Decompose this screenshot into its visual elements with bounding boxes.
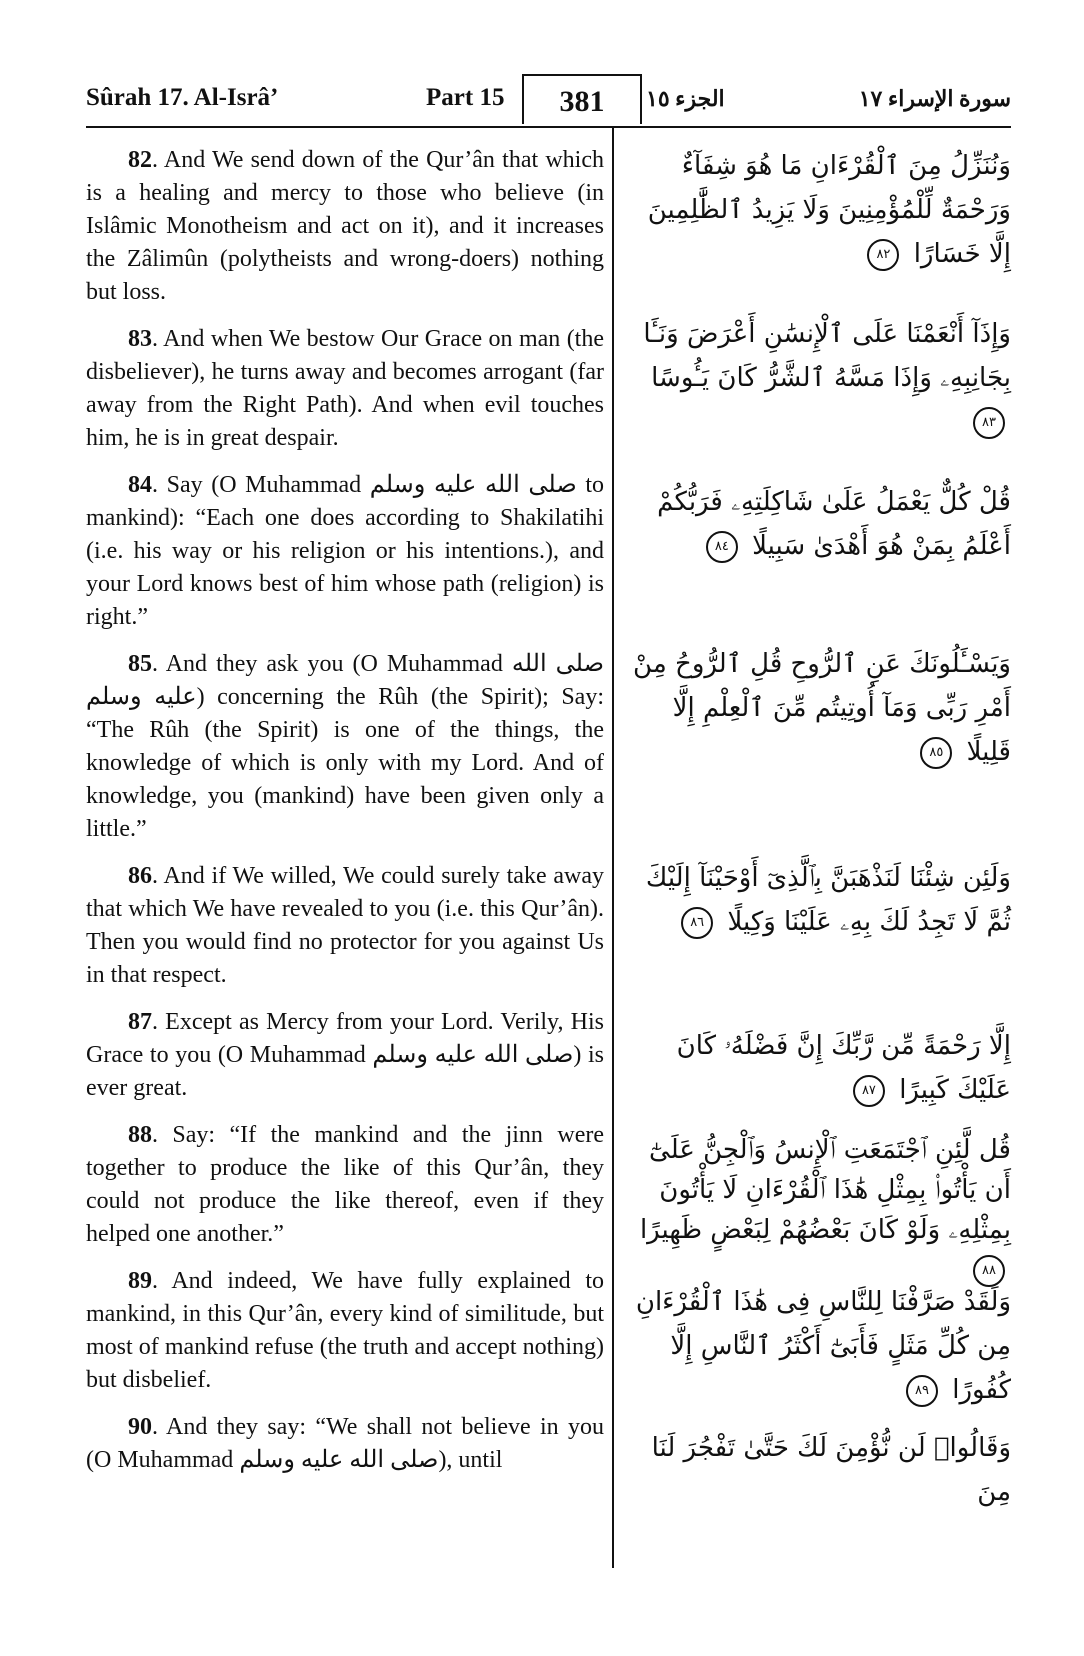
verse-end-marker-icon: ٨٦: [681, 907, 713, 939]
verse-end-marker-icon: ٨٧: [853, 1075, 885, 1107]
surah-title-en: Sûrah 17. Al-Isrâ’: [86, 84, 279, 111]
verse-end-marker-icon: ٨٣: [973, 407, 1005, 439]
arabic-text: وَيَسْـَٔلُونَكَ عَنِ ٱلرُّوحِ قُلِ ٱلرُّوحُ مِنْ أَمْرِ رَبِّى وَمَآ أُوتِيتُم مِّنَ ٱلْعِلْمِ إِلَّا قَلِيلًا: [633, 649, 1011, 767]
verse-number: 88: [128, 1122, 152, 1148]
arabic-verse-83: [626, 312, 1011, 444]
verse-end-marker-icon: ٨٤: [706, 531, 738, 563]
verse-text: . Except as Mercy from your Lord. Verily, His Grace to you (O Muhammad صلى الله عليه وسلم) is ever great.: [86, 1009, 604, 1101]
verse-text: . Say (O Muhammad صلى الله عليه وسلم to mankind): “Each one does according to Shakilatihi (i.e. his way or his religion or his intentions.), and your Lord knows best of him whose path (religion) is right.”: [86, 472, 604, 630]
verse-85: [86, 648, 604, 846]
arabic-text: إِلَّا رَحْمَةً مِّن رَّبِّكَ إِنَّ فَضْلَهُۥ كَانَ عَلَيْكَ كَبِيرًا: [676, 1031, 1011, 1105]
verse-number: 90: [128, 1414, 152, 1440]
verse-82: [86, 144, 604, 309]
verse-number: 89: [128, 1268, 152, 1294]
header-rule: [86, 126, 1011, 128]
arabic-text: وَقَالُوا۟ لَن نُّؤْمِنَ لَكَ حَتَّىٰ تَفْجُرَ لَنَا مِنَ: [651, 1433, 1011, 1507]
verse-end-marker-icon: ٨٩: [906, 1375, 938, 1407]
arabic-verse-85: [626, 642, 1011, 774]
arabic-text: وَلَقَدْ صَرَّفْنَا لِلنَّاسِ فِى هَٰذَا ٱلْقُرْءَانِ مِن كُلِّ مَثَلٍ فَأَبَىٰٓ أَكْثَرُ ٱلنَّاسِ إِلَّا كُفُورًا: [635, 1287, 1011, 1405]
verse-84: [86, 469, 604, 634]
arabic-verse-84: [626, 480, 1011, 568]
arabic-text: قُل لَّئِنِ ٱجْتَمَعَتِ ٱلْإِنسُ وَٱلْجِنُّ عَلَىٰٓ أَن يَأْتُوا۟ بِمِثْلِ هَٰذَا ٱلْقُرْءَانِ لَا يَأْتُونَ بِمِثْلِهِۦ وَلَوْ كَانَ بَعْضُهُمْ لِبَعْضٍ ظَهِيرًا: [639, 1135, 1011, 1245]
arabic-text: وَنُنَزِّلُ مِنَ ٱلْقُرْءَانِ مَا هُوَ شِفَآءٌ وَرَحْمَةٌ لِّلْمُؤْمِنِينَ وَلَا يَزِيدُ ٱلظَّٰلِمِينَ إِلَّا خَسَارًا: [647, 151, 1011, 269]
arabic-verse-82: [626, 144, 1011, 276]
verse-number: 85: [128, 651, 152, 677]
page-header: [86, 78, 1011, 126]
verse-end-marker-icon: ٨٢: [867, 239, 899, 271]
verse-text: . And when We bestow Our Grace on man (the disbeliever), he turns away and becomes arrogant (far away from the Right Path). And when evil touches him, he is in great despair.: [86, 326, 604, 451]
arabic-verse-87: [626, 1024, 1011, 1112]
page-number: 381: [522, 74, 642, 124]
arabic-text: وَإِذَآ أَنْعَمْنَا عَلَى ٱلْإِنسَٰنِ أَعْرَضَ وَنَـَٔا بِجَانِبِهِۦ وَإِذَا مَسَّهُ ٱلشَّرُّ كَانَ يَـُٔوسًا: [643, 319, 1011, 393]
verse-text: . And if We willed, We could surely take away that which We have revealed to you (i.e. this Qur’ân). Then you would find no protector for you against Us in that respect.: [86, 863, 604, 988]
part-label-en: Part 15: [426, 84, 505, 111]
verse-89: [86, 1265, 604, 1397]
translation-column: [86, 144, 604, 1491]
verse-text: . And We send down of the Qur’ân that which is a healing and mercy to those who believe (in Islâmic Monotheism and act on it), and it increases the Zâlimûn (polytheists and wrong-doers) nothing but loss.: [86, 147, 604, 305]
surah-title-ar: سورة الإسراء ١٧: [858, 86, 1011, 111]
verse-number: 84: [128, 472, 152, 498]
arabic-verse-88: [626, 1130, 1011, 1290]
verse-number: 87: [128, 1009, 152, 1035]
verse-87: [86, 1006, 604, 1105]
verse-83: [86, 323, 604, 455]
verse-text: . And indeed, We have fully explained to mankind, in this Qur’ân, every kind of similitude, but most of mankind refuse (the truth and accept nothing) but disbelief.: [86, 1268, 604, 1393]
verse-number: 82: [128, 147, 152, 173]
verse-text: . And they say: “We shall not believe in you (O Muhammad صلى الله عليه وسلم), until: [86, 1414, 604, 1473]
arabic-text: وَلَئِن شِئْنَا لَنَذْهَبَنَّ بِٱلَّذِىٓ أَوْحَيْنَآ إِلَيْكَ ثُمَّ لَا تَجِدُ لَكَ بِهِۦ عَلَيْنَا وَكِيلًا: [645, 863, 1011, 937]
verse-text: . Say: “If the mankind and the jinn were together to produce the like of this Qur’ân, they could not produce the like thereof, even if they helped one another.”: [86, 1122, 604, 1247]
arabic-text: قُلْ كُلٌّ يَعْمَلُ عَلَىٰ شَاكِلَتِهِۦ فَرَبُّكُمْ أَعْلَمُ بِمَنْ هُوَ أَهْدَىٰ سَبِيلًا: [657, 487, 1011, 561]
verse-90: [86, 1411, 604, 1477]
arabic-verse-89: [626, 1280, 1011, 1412]
arabic-verse-86: [626, 856, 1011, 944]
verse-end-marker-icon: ٨٨: [973, 1255, 1005, 1287]
arabic-verse-90: [626, 1426, 1011, 1514]
verse-end-marker-icon: ٨٥: [920, 737, 952, 769]
verse-text: . And they ask you (O Muhammad صلى الله عليه وسلم) concerning the Rûh (the Spirit); Say: “The Rûh (the Spirit) is one of the things, the knowledge of which is only with my Lord. And of knowledge, you (mankind) have been given only a little.”: [86, 651, 604, 842]
verse-number: 86: [128, 863, 152, 889]
column-divider: [612, 128, 614, 1568]
verse-88: [86, 1119, 604, 1251]
juz-label-ar: الجزء ١٥: [646, 86, 725, 111]
verse-number: 83: [128, 326, 152, 352]
verse-86: [86, 860, 604, 992]
